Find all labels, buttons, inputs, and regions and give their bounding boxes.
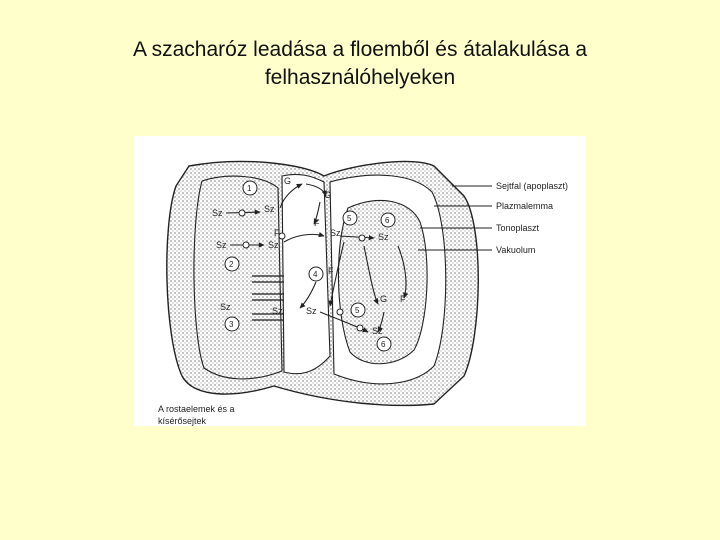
slide-title: [40, 36, 680, 92]
sz-label-2: Sz: [264, 204, 275, 214]
step-6a: 6: [385, 216, 390, 225]
sz-label-1: Sz: [212, 208, 223, 218]
sz-label-5: Sz: [220, 302, 231, 312]
step-5b: 5: [355, 306, 360, 315]
f-label-4: F: [400, 294, 406, 304]
g-label-2: G: [324, 190, 332, 200]
legend-plasmalemma: Plazmalemma: [496, 201, 554, 211]
sz-label-10: Sz: [372, 326, 383, 336]
step-4: 4: [313, 270, 318, 279]
sz-label-4: Sz: [268, 240, 279, 250]
step-2: 2: [229, 260, 234, 269]
sz-label-9: Sz: [378, 232, 389, 242]
f-label-1: F: [314, 218, 320, 228]
f-label-3: F: [328, 266, 334, 276]
legend-tonoplast: Tonoplaszt: [496, 223, 540, 233]
g-label-1: G: [284, 176, 292, 186]
g-label-3: G: [380, 294, 388, 304]
sz-label-8: Sz: [330, 228, 341, 238]
step-1: 1: [247, 184, 252, 193]
step-6b: 6: [381, 340, 386, 349]
sz-label-6: Sz: [272, 306, 283, 316]
step-3: 3: [229, 320, 234, 329]
diagram-figure: [134, 136, 586, 426]
legend-vacuole: Vakuolum: [496, 245, 536, 255]
figure-caption: A rostaelemek és a: [158, 404, 235, 414]
sucrose-transport-diagram: [134, 136, 586, 426]
step-5a: 5: [347, 214, 352, 223]
sz-label-7: Sz: [306, 306, 317, 316]
f-label-2: F: [274, 228, 280, 238]
title-line-2: felhasználóhelyeken: [264, 66, 456, 89]
sz-label-3: Sz: [216, 240, 227, 250]
legend-cell-wall: Sejtfal (apoplaszt): [496, 181, 569, 191]
title-line-1: A szacharóz leadása a floemből és átalakulása a: [132, 38, 588, 61]
figure-caption-2: kísérősejtek: [158, 416, 207, 426]
